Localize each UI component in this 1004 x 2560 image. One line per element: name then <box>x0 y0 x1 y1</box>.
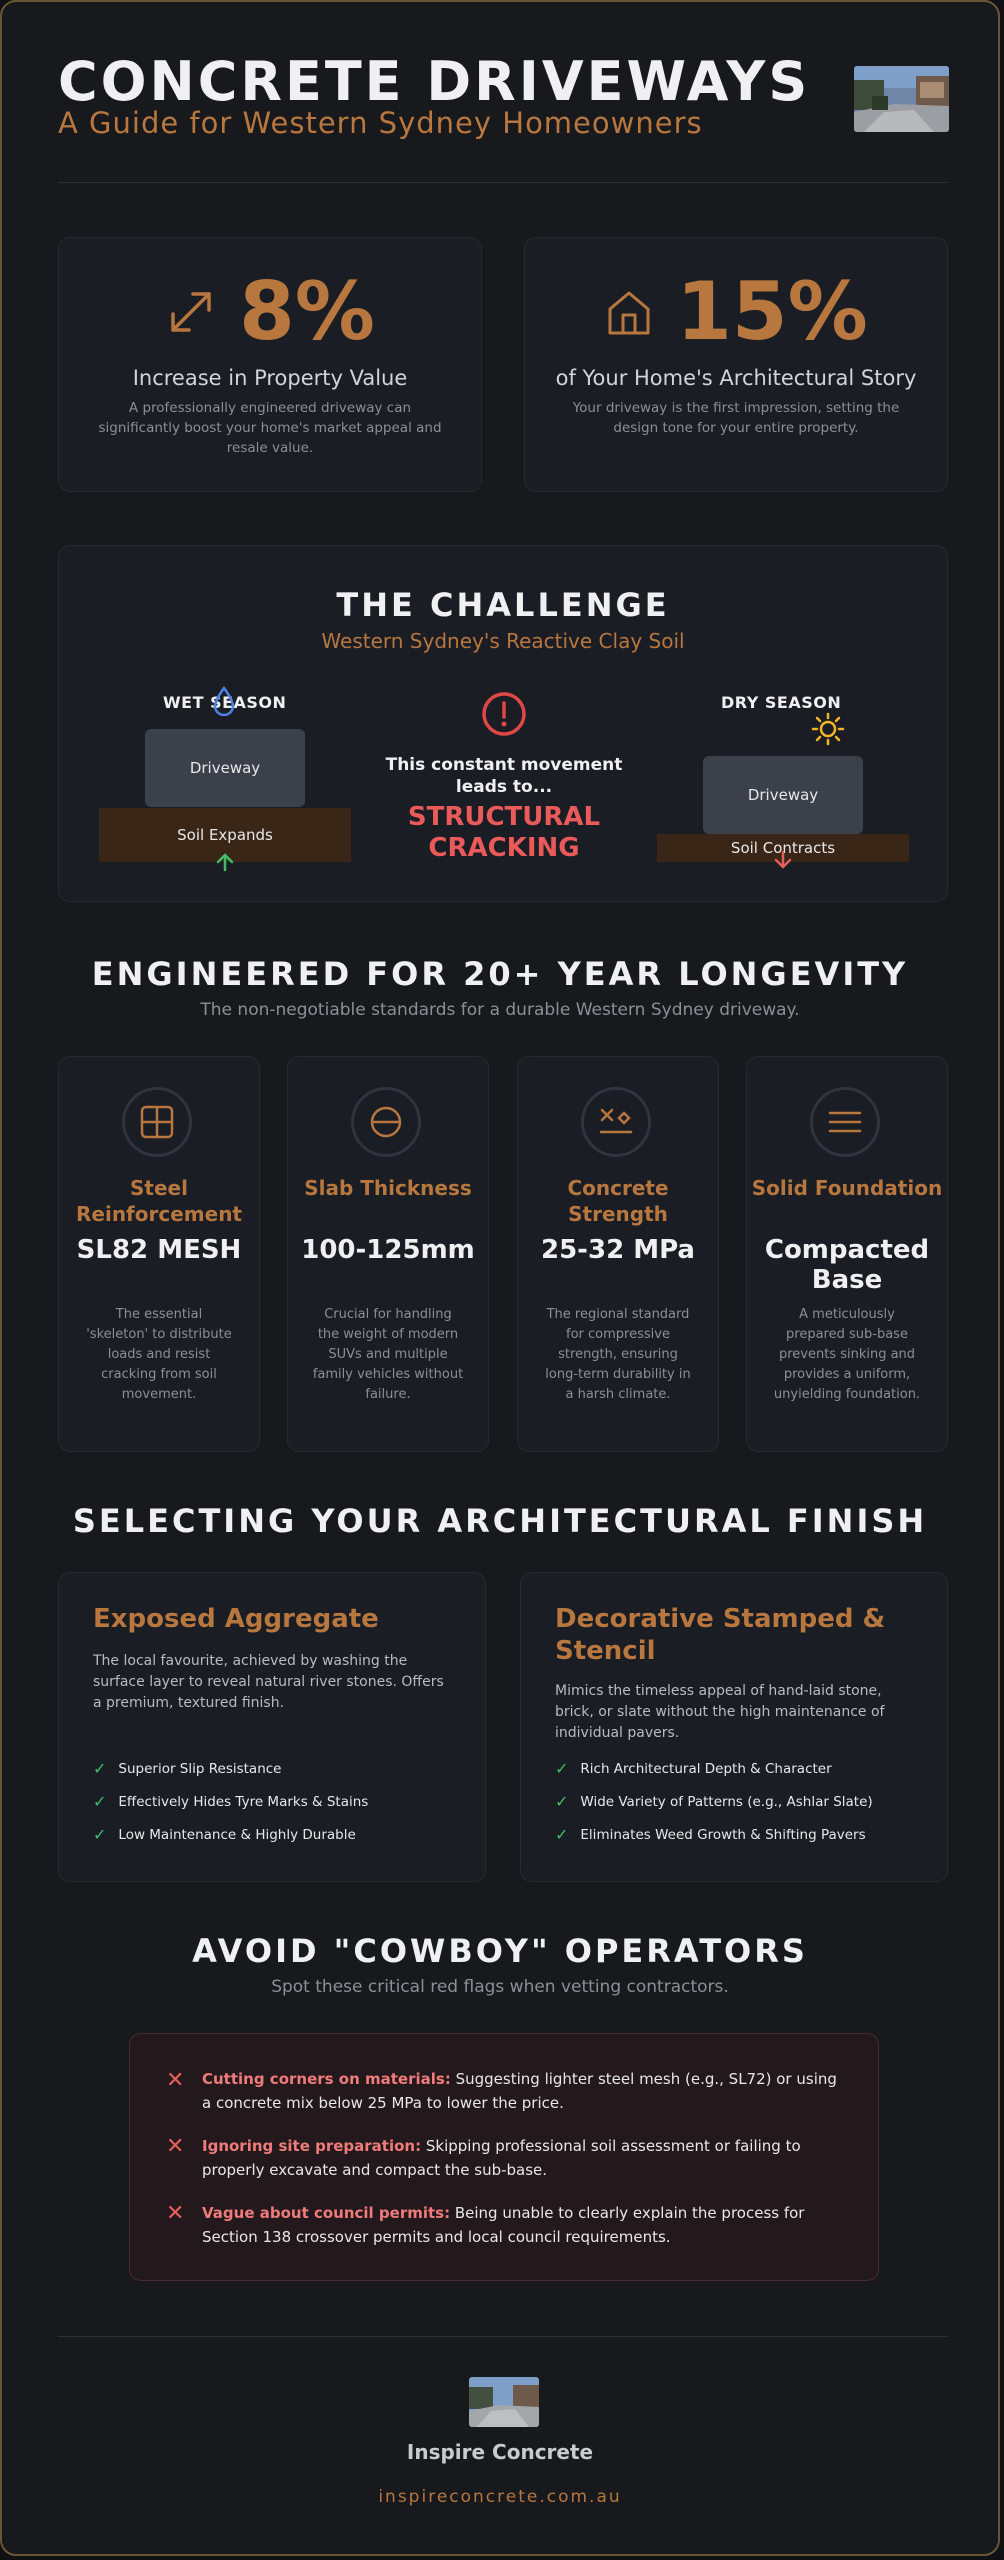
spec-name: Solid Foundation <box>751 1176 943 1200</box>
stat-label: Increase in Property Value <box>132 366 408 390</box>
strength-icon <box>597 1104 635 1140</box>
finish-description: Mimics the timeless appeal of hand-laid stone, brick, or slate without the high maintenance of individual pavers. <box>555 1683 885 1741</box>
longevity-subtitle: The non-negotiable standards for a durable Western Sydney driveway. <box>200 1000 800 1020</box>
spec-card-slab <box>287 1056 489 1452</box>
cowboy-subtitle: Spot these critical red flags when vetting contractors. <box>271 1977 729 1997</box>
close-x-icon: ✕ <box>166 2201 185 2226</box>
cowboy-title: AVOID "COWBOY" OPERATORS <box>192 1932 808 1970</box>
movement-text: This constant movement leads to... <box>385 755 623 797</box>
spec-value: Compacted Base <box>764 1235 930 1295</box>
close-x-icon: ✕ <box>166 2134 185 2159</box>
driveway-block-wet: Driveway <box>145 729 305 807</box>
red-flag-item: Ignoring site preparation: Skipping professional soil assessment or failing to properly excavate and compact the sub-base. <box>202 2137 801 2179</box>
grid-icon <box>139 1104 175 1140</box>
stat-description: Your driveway is the first impression, setting the design tone for your entire property. <box>572 400 900 436</box>
soil-expands-layer: Soil Expands <box>99 808 351 862</box>
red-flags-panel <box>129 2033 879 2281</box>
challenge-title: THE CHALLENGE <box>336 586 670 624</box>
finish-feature: ✓ Effectively Hides Tyre Marks & Stains <box>93 1792 369 1811</box>
water-drop-icon <box>211 686 237 716</box>
stat-value: 8% <box>239 265 375 358</box>
footer-website-link[interactable]: inspireconcrete.com.au <box>378 2487 622 2507</box>
challenge-subtitle: Western Sydney's Reactive Clay Soil <box>321 629 685 653</box>
check-icon: ✓ <box>555 1759 569 1778</box>
check-icon: ✓ <box>555 1825 569 1844</box>
finish-feature: ✓ Rich Architectural Depth & Character <box>555 1759 832 1778</box>
sun-icon <box>811 712 845 746</box>
spec-name: Steel Reinforcement <box>76 1176 242 1226</box>
finish-feature: ✓ Eliminates Weed Growth & Shifting Pavers <box>555 1825 866 1844</box>
finish-card-exposed-aggregate <box>58 1572 486 1882</box>
finish-title: SELECTING YOUR ARCHITECTURAL FINISH <box>72 1502 928 1540</box>
finish-feature: ✓ Low Maintenance & Highly Durable <box>93 1825 356 1844</box>
spec-name: Slab Thickness <box>304 1176 472 1200</box>
spec-icon-badge <box>351 1087 421 1157</box>
wet-season-label: WET SEASON <box>163 693 287 712</box>
finish-card-stamped-stencil <box>520 1572 948 1882</box>
check-icon: ✓ <box>555 1792 569 1811</box>
page-subtitle: A Guide for Western Sydney Homeowners <box>58 106 703 140</box>
stat-label: of Your Home's Architectural Story <box>555 366 917 390</box>
red-flag-item: Cutting corners on materials: Suggesting lighter steel mesh (e.g., SL72) or using a concrete mix below 25 MPa to lower the price. <box>202 2070 837 2112</box>
check-icon: ✓ <box>93 1759 107 1778</box>
check-icon: ✓ <box>93 1825 107 1844</box>
page-title: CONCRETE DRIVEWAYS <box>58 50 811 113</box>
driveway-block-dry: Driveway <box>703 756 863 834</box>
structural-cracking-text: STRUCTURAL CRACKING <box>407 802 601 863</box>
challenge-card <box>58 545 948 902</box>
spec-name: Concrete Strength <box>567 1176 669 1226</box>
alert-circle-icon <box>481 691 527 737</box>
spec-value: 100-125mm <box>301 1235 475 1265</box>
soil-contracts-layer: Soil Contracts <box>657 834 909 862</box>
divider <box>58 182 948 183</box>
spec-value: 25-32 MPa <box>541 1235 695 1265</box>
home-icon <box>604 287 654 337</box>
spec-icon-badge <box>810 1087 880 1157</box>
stat-card-architectural-story <box>524 237 948 492</box>
finish-feature: ✓ Superior Slip Resistance <box>93 1759 282 1778</box>
arrow-down-icon <box>773 850 793 870</box>
expand-arrows-icon <box>165 286 217 338</box>
slab-icon <box>368 1104 404 1140</box>
stat-description: A professionally engineered driveway can significantly boost your home's market appeal and resale value. <box>98 400 442 456</box>
spec-description: A meticulously prepared sub-base prevents sinking and provides a uniform, unyielding foundation. <box>773 1307 921 1402</box>
spec-description: Crucial for handling the weight of modern SUVs and multiple family vehicles without failure. <box>312 1307 464 1402</box>
check-icon: ✓ <box>93 1792 107 1811</box>
finish-feature: ✓ Wide Variety of Patterns (e.g., Ashlar Slate) <box>555 1792 873 1811</box>
dry-season-label: DRY SEASON <box>721 693 842 712</box>
footer-company-name: Inspire Concrete <box>406 2440 594 2464</box>
spec-card-strength <box>517 1056 719 1452</box>
stat-value: 15% <box>676 265 868 358</box>
header-photo <box>854 66 949 132</box>
spec-icon-badge <box>581 1087 651 1157</box>
finish-title-stamped: Decorative Stamped & Stencil <box>555 1604 886 1666</box>
red-flag-item: Vague about council permits: Being unable to clearly explain the process for Section 138 crossover permits and local council requirements. <box>202 2204 805 2246</box>
stat-card-property-value <box>58 237 482 492</box>
spec-value: SL82 MESH <box>76 1235 242 1265</box>
arrow-up-icon <box>215 852 235 872</box>
spec-card-steel <box>58 1056 260 1452</box>
footer-logo-photo <box>469 2377 539 2427</box>
finish-title-exposed: Exposed Aggregate <box>93 1604 379 1634</box>
layers-icon <box>827 1104 863 1140</box>
spec-icon-badge <box>122 1087 192 1157</box>
finish-description: The local favourite, achieved by washing the surface layer to reveal natural river stones. Offers a premium, textured finish. <box>93 1653 444 1711</box>
spec-description: The regional standard for compressive strength, ensuring long-term durability in a harsh climate. <box>545 1307 691 1402</box>
spec-description: The essential 'skeleton' to distribute loads and resist cracking from soil movement. <box>86 1307 232 1402</box>
divider <box>58 2336 948 2337</box>
spec-card-foundation <box>746 1056 948 1452</box>
close-x-icon: ✕ <box>166 2068 185 2093</box>
longevity-title: ENGINEERED FOR 20+ YEAR LONGEVITY <box>91 955 909 993</box>
